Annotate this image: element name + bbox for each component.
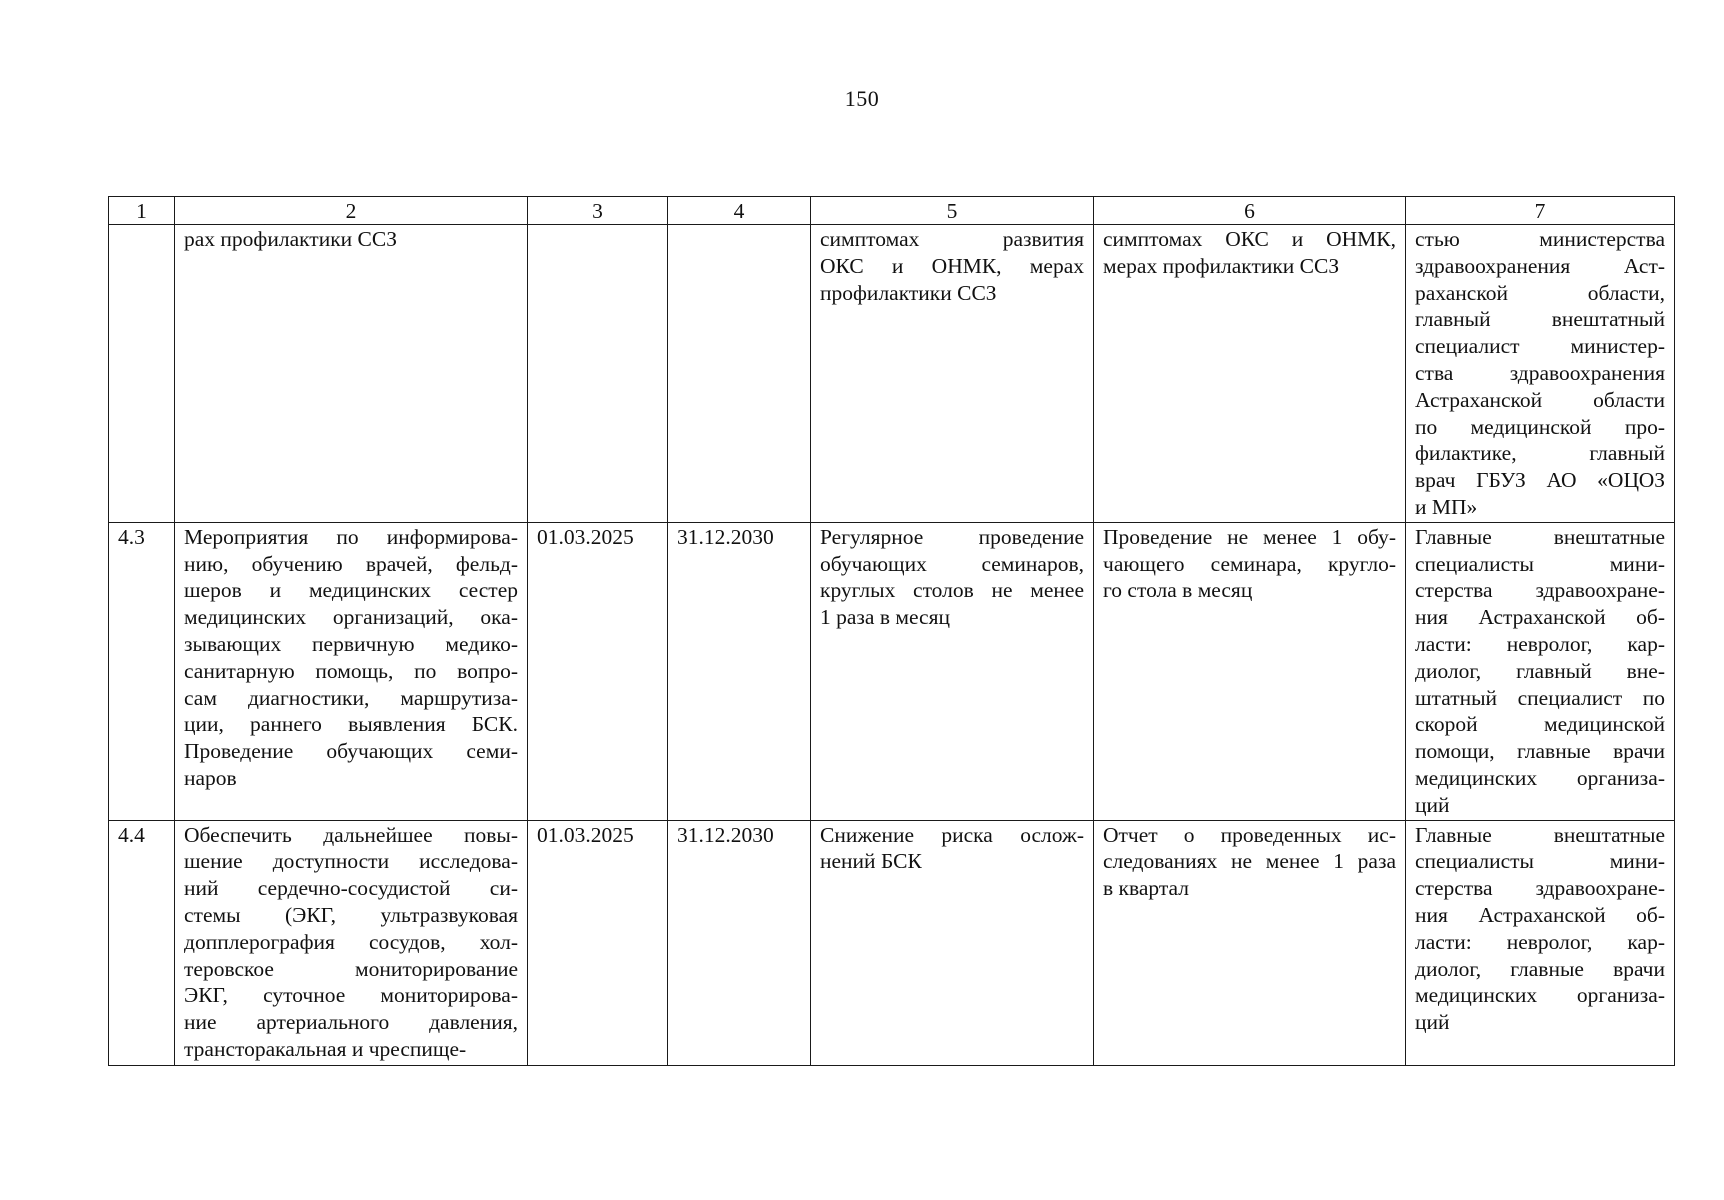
- cell-line: стью министерства: [1415, 227, 1665, 251]
- responsible-cell: [1406, 225, 1675, 523]
- cell-line: Главные внештатные: [1415, 524, 1665, 549]
- header-col-6: 6: [1094, 197, 1406, 225]
- table-row: [109, 522, 1675, 820]
- cell-line: диолог, главные врачи: [1415, 956, 1665, 981]
- cell-line: помощи, главные врачи: [1415, 739, 1665, 764]
- row-number: [109, 225, 175, 523]
- cell-line: ласти: невролог, кар-: [1415, 929, 1665, 954]
- cell-line: шение доступности исследова-: [184, 849, 518, 874]
- cell-line: нений БСК: [820, 849, 922, 874]
- indicator-cell: [1094, 820, 1406, 1065]
- cell-line: ние артериального давления,: [184, 1010, 518, 1035]
- responsible-cell: [1406, 820, 1675, 1065]
- cell-line: здравоохранения Аст-: [1415, 253, 1665, 278]
- cell-line: сам диагностики, маршрутиза-: [184, 685, 518, 710]
- cell-line: нию, обучению врачей, фельд-: [184, 551, 518, 576]
- cell-line: стемы (ЭКГ, ультразвуковая: [184, 902, 518, 927]
- cell-line: ОКС и ОНМК, мерах: [820, 253, 1084, 278]
- cell-line: ния Астраханской об-: [1415, 902, 1665, 927]
- cell-line: Проведение не менее 1 обу-: [1103, 524, 1396, 549]
- cell-line: Снижение риска ослож-: [820, 822, 1084, 847]
- cell-line: медицинских организа-: [1415, 983, 1665, 1008]
- cell-line: специалист министер-: [1415, 334, 1665, 359]
- cell-line: профилактики ССЗ: [820, 280, 997, 305]
- cell-line: ния Астраханской об-: [1415, 605, 1665, 630]
- cell-line: в квартал: [1103, 876, 1189, 901]
- header-row: [109, 197, 1675, 225]
- cell-line: ства здравоохранения: [1415, 360, 1665, 385]
- cell-line: Отчет о проведенных ис-: [1103, 822, 1396, 847]
- cell-line: Главные внештатные: [1415, 822, 1665, 847]
- table-row: [109, 225, 1675, 523]
- header-col-2: 2: [175, 197, 528, 225]
- cell-line: штатный специалист по: [1415, 685, 1665, 710]
- row-number: 4.4: [109, 820, 175, 1065]
- activity-cell: [175, 225, 528, 523]
- cell-line: ЭКГ, суточное мониторирова-: [184, 983, 518, 1008]
- start-date: [528, 225, 668, 523]
- indicator-cell: [1094, 522, 1406, 820]
- cell-line: Проведение обучающих семи-: [184, 739, 518, 764]
- cell-line: симптомах ОКС и ОНМК,: [1103, 227, 1396, 251]
- measures-table: [108, 196, 1675, 1066]
- indicator-cell: [1094, 225, 1406, 523]
- cell-line: го стола в месяц: [1103, 578, 1253, 603]
- cell-line: наров: [184, 765, 237, 790]
- cell-line: Регулярное проведение: [820, 524, 1084, 549]
- cell-line: обучающих семинаров,: [820, 551, 1084, 576]
- cell-line: ций: [1415, 792, 1450, 817]
- cell-line: специалисты мини-: [1415, 551, 1665, 576]
- cell-line: трансторакальная и чреспище-: [184, 1036, 467, 1061]
- header-col-1: 1: [109, 197, 175, 225]
- result-cell: [811, 522, 1094, 820]
- cell-line: теровское мониторирование: [184, 956, 518, 981]
- cell-line: специалисты мини-: [1415, 849, 1665, 874]
- cell-line: по медицинской про-: [1415, 414, 1665, 439]
- cell-line: медицинских организаций, ока-: [184, 605, 518, 630]
- header-col-3: 3: [528, 197, 668, 225]
- end-date: [668, 225, 811, 523]
- activity-cell: [175, 820, 528, 1065]
- cell-line: ций: [1415, 1010, 1450, 1035]
- cell-line: диолог, главный вне-: [1415, 658, 1665, 683]
- table-row: [109, 820, 1675, 1065]
- cell-line: чающего семинара, кругло-: [1103, 551, 1396, 576]
- result-cell: [811, 820, 1094, 1065]
- cell-line: Мероприятия по информирова-: [184, 524, 518, 549]
- cell-line: Обеспечить дальнейшее повы-: [184, 822, 518, 847]
- cell-line: скорой медицинской: [1415, 712, 1665, 737]
- cell-line: шеров и медицинских сестер: [184, 578, 518, 603]
- cell-line: 1 раза в месяц: [820, 605, 950, 630]
- cell-line: главный внештатный: [1415, 307, 1665, 332]
- cell-line: врач ГБУЗ АО «ОЦОЗ: [1415, 468, 1665, 493]
- activity-cell: [175, 522, 528, 820]
- cell-line: ний сердечно-сосудистой си-: [184, 876, 518, 901]
- header-col-5: 5: [811, 197, 1094, 225]
- cell-line: санитарную помощь, по вопро-: [184, 658, 518, 683]
- start-date: 01.03.2025: [528, 522, 668, 820]
- cell-line: рах профилактики ССЗ: [184, 227, 397, 251]
- cell-line: и МП»: [1415, 494, 1478, 519]
- cell-line: ласти: невролог, кар-: [1415, 631, 1665, 656]
- cell-line: ции, раннего выявления БСК.: [184, 712, 518, 737]
- cell-line: симптомах развития: [820, 227, 1084, 251]
- row-number: 4.3: [109, 522, 175, 820]
- end-date: 31.12.2030: [668, 820, 811, 1065]
- cell-line: зывающих первичную медико-: [184, 631, 518, 656]
- cell-line: стерства здравоохране-: [1415, 876, 1665, 901]
- cell-line: круглых столов не менее: [820, 578, 1084, 603]
- cell-line: филактике, главный: [1415, 441, 1665, 466]
- cell-line: стерства здравоохране-: [1415, 578, 1665, 603]
- cell-line: следованиях не менее 1 раза: [1103, 849, 1396, 874]
- result-cell: [811, 225, 1094, 523]
- cell-line: мерах профилактики ССЗ: [1103, 253, 1340, 278]
- responsible-cell: [1406, 522, 1675, 820]
- header-col-7: 7: [1406, 197, 1675, 225]
- cell-line: Астраханской области: [1415, 387, 1665, 412]
- cell-line: допплерография сосудов, хол-: [184, 929, 518, 954]
- cell-line: медицинских организа-: [1415, 765, 1665, 790]
- header-col-4: 4: [668, 197, 811, 225]
- end-date: 31.12.2030: [668, 522, 811, 820]
- start-date: 01.03.2025: [528, 820, 668, 1065]
- page-number: 150: [844, 86, 880, 111]
- cell-line: раханской области,: [1415, 280, 1665, 305]
